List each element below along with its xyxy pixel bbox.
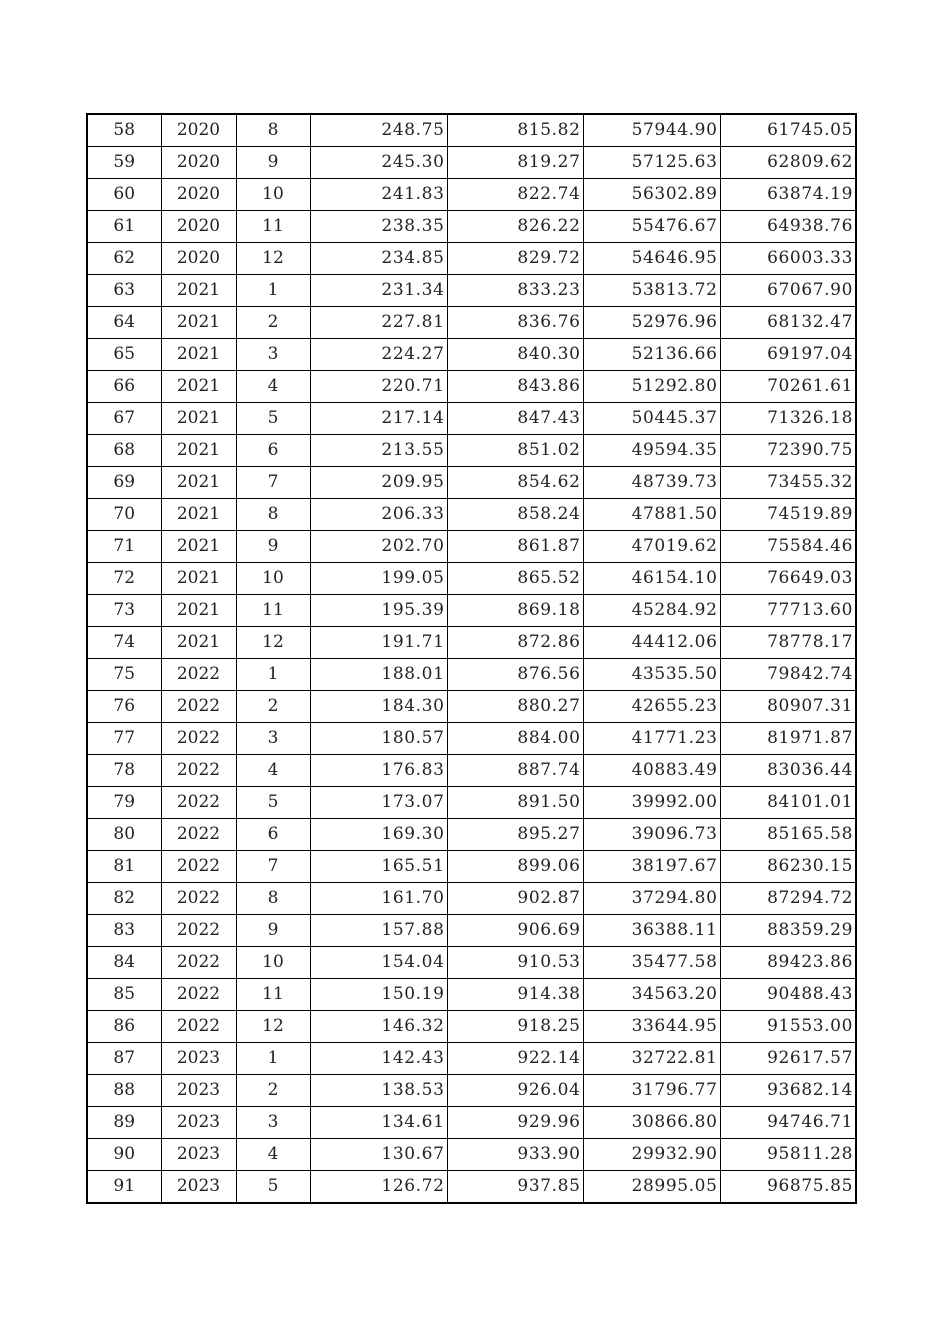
interest-cell: 231.34 (310, 275, 447, 307)
cumulative-paid-cell: 72390.75 (720, 435, 856, 467)
year-cell: 2023 (161, 1107, 236, 1139)
principal-cell: 815.82 (447, 114, 583, 147)
principal-cell: 876.56 (447, 659, 583, 691)
period-cell: 69 (87, 467, 161, 499)
month-cell: 4 (236, 1139, 310, 1171)
table-row (87, 403, 856, 435)
remaining-balance-cell: 45284.92 (583, 595, 720, 627)
remaining-balance-cell: 29932.90 (583, 1139, 720, 1171)
principal-cell: 918.25 (447, 1011, 583, 1043)
cumulative-paid-cell: 69197.04 (720, 339, 856, 371)
table-row (87, 691, 856, 723)
month-cell: 2 (236, 307, 310, 339)
table-row (87, 531, 856, 563)
month-cell: 9 (236, 915, 310, 947)
remaining-balance-cell: 33644.95 (583, 1011, 720, 1043)
principal-cell: 914.38 (447, 979, 583, 1011)
month-cell: 9 (236, 147, 310, 179)
interest-cell: 126.72 (310, 1171, 447, 1204)
principal-cell: 906.69 (447, 915, 583, 947)
year-cell: 2021 (161, 339, 236, 371)
table-body (87, 114, 856, 1203)
cumulative-paid-cell: 74519.89 (720, 499, 856, 531)
table-row (87, 1107, 856, 1139)
principal-cell: 895.27 (447, 819, 583, 851)
year-cell: 2021 (161, 595, 236, 627)
table-row (87, 179, 856, 211)
principal-cell: 861.87 (447, 531, 583, 563)
period-cell: 72 (87, 563, 161, 595)
year-cell: 2021 (161, 627, 236, 659)
table-row (87, 595, 856, 627)
principal-cell: 872.86 (447, 627, 583, 659)
interest-cell: 238.35 (310, 211, 447, 243)
year-cell: 2023 (161, 1139, 236, 1171)
cumulative-paid-cell: 75584.46 (720, 531, 856, 563)
interest-cell: 209.95 (310, 467, 447, 499)
principal-cell: 926.04 (447, 1075, 583, 1107)
interest-cell: 241.83 (310, 179, 447, 211)
year-cell: 2022 (161, 883, 236, 915)
table-row (87, 371, 856, 403)
month-cell: 6 (236, 435, 310, 467)
period-cell: 67 (87, 403, 161, 435)
principal-cell: 840.30 (447, 339, 583, 371)
interest-cell: 227.81 (310, 307, 447, 339)
period-cell: 70 (87, 499, 161, 531)
remaining-balance-cell: 52976.96 (583, 307, 720, 339)
table-row (87, 1171, 856, 1204)
interest-cell: 245.30 (310, 147, 447, 179)
interest-cell: 169.30 (310, 819, 447, 851)
principal-cell: 833.23 (447, 275, 583, 307)
remaining-balance-cell: 46154.10 (583, 563, 720, 595)
principal-cell: 902.87 (447, 883, 583, 915)
month-cell: 1 (236, 659, 310, 691)
period-cell: 88 (87, 1075, 161, 1107)
month-cell: 10 (236, 563, 310, 595)
remaining-balance-cell: 42655.23 (583, 691, 720, 723)
table-row (87, 1043, 856, 1075)
interest-cell: 217.14 (310, 403, 447, 435)
month-cell: 1 (236, 1043, 310, 1075)
period-cell: 90 (87, 1139, 161, 1171)
principal-cell: 854.62 (447, 467, 583, 499)
period-cell: 87 (87, 1043, 161, 1075)
period-cell: 60 (87, 179, 161, 211)
principal-cell: 887.74 (447, 755, 583, 787)
remaining-balance-cell: 32722.81 (583, 1043, 720, 1075)
month-cell: 10 (236, 179, 310, 211)
principal-cell: 829.72 (447, 243, 583, 275)
period-cell: 63 (87, 275, 161, 307)
year-cell: 2021 (161, 467, 236, 499)
interest-cell: 206.33 (310, 499, 447, 531)
year-cell: 2022 (161, 755, 236, 787)
year-cell: 2022 (161, 979, 236, 1011)
month-cell: 8 (236, 883, 310, 915)
remaining-balance-cell: 54646.95 (583, 243, 720, 275)
month-cell: 10 (236, 947, 310, 979)
table-row (87, 467, 856, 499)
cumulative-paid-cell: 89423.86 (720, 947, 856, 979)
remaining-balance-cell: 55476.67 (583, 211, 720, 243)
period-cell: 59 (87, 147, 161, 179)
cumulative-paid-cell: 93682.14 (720, 1075, 856, 1107)
month-cell: 3 (236, 339, 310, 371)
remaining-balance-cell: 39096.73 (583, 819, 720, 851)
table-row (87, 499, 856, 531)
year-cell: 2021 (161, 435, 236, 467)
table-row (87, 275, 856, 307)
principal-cell: 865.52 (447, 563, 583, 595)
period-cell: 77 (87, 723, 161, 755)
interest-cell: 202.70 (310, 531, 447, 563)
remaining-balance-cell: 41771.23 (583, 723, 720, 755)
cumulative-paid-cell: 78778.17 (720, 627, 856, 659)
year-cell: 2021 (161, 563, 236, 595)
year-cell: 2021 (161, 371, 236, 403)
principal-cell: 836.76 (447, 307, 583, 339)
cumulative-paid-cell: 80907.31 (720, 691, 856, 723)
month-cell: 7 (236, 467, 310, 499)
remaining-balance-cell: 47019.62 (583, 531, 720, 563)
principal-cell: 826.22 (447, 211, 583, 243)
interest-cell: 130.67 (310, 1139, 447, 1171)
table-row (87, 627, 856, 659)
remaining-balance-cell: 31796.77 (583, 1075, 720, 1107)
month-cell: 9 (236, 531, 310, 563)
interest-cell: 234.85 (310, 243, 447, 275)
year-cell: 2021 (161, 307, 236, 339)
interest-cell: 142.43 (310, 1043, 447, 1075)
table-row (87, 819, 856, 851)
year-cell: 2022 (161, 947, 236, 979)
month-cell: 12 (236, 243, 310, 275)
principal-cell: 891.50 (447, 787, 583, 819)
period-cell: 86 (87, 1011, 161, 1043)
remaining-balance-cell: 44412.06 (583, 627, 720, 659)
year-cell: 2022 (161, 659, 236, 691)
cumulative-paid-cell: 79842.74 (720, 659, 856, 691)
year-cell: 2022 (161, 723, 236, 755)
year-cell: 2022 (161, 787, 236, 819)
remaining-balance-cell: 53813.72 (583, 275, 720, 307)
cumulative-paid-cell: 95811.28 (720, 1139, 856, 1171)
interest-cell: 138.53 (310, 1075, 447, 1107)
interest-cell: 134.61 (310, 1107, 447, 1139)
month-cell: 4 (236, 755, 310, 787)
interest-cell: 188.01 (310, 659, 447, 691)
period-cell: 79 (87, 787, 161, 819)
month-cell: 1 (236, 275, 310, 307)
remaining-balance-cell: 34563.20 (583, 979, 720, 1011)
period-cell: 68 (87, 435, 161, 467)
table-row (87, 755, 856, 787)
interest-cell: 146.32 (310, 1011, 447, 1043)
period-cell: 80 (87, 819, 161, 851)
remaining-balance-cell: 52136.66 (583, 339, 720, 371)
remaining-balance-cell: 39992.00 (583, 787, 720, 819)
remaining-balance-cell: 30866.80 (583, 1107, 720, 1139)
remaining-balance-cell: 35477.58 (583, 947, 720, 979)
table-row (87, 1139, 856, 1171)
principal-cell: 880.27 (447, 691, 583, 723)
table-row (87, 435, 856, 467)
year-cell: 2023 (161, 1043, 236, 1075)
table-row (87, 723, 856, 755)
month-cell: 8 (236, 499, 310, 531)
table-row (87, 211, 856, 243)
month-cell: 11 (236, 211, 310, 243)
cumulative-paid-cell: 86230.15 (720, 851, 856, 883)
month-cell: 12 (236, 1011, 310, 1043)
month-cell: 11 (236, 595, 310, 627)
month-cell: 8 (236, 114, 310, 147)
month-cell: 3 (236, 1107, 310, 1139)
table-row (87, 307, 856, 339)
period-cell: 58 (87, 114, 161, 147)
table-row (87, 114, 856, 147)
table-row (87, 883, 856, 915)
principal-cell: 937.85 (447, 1171, 583, 1204)
interest-cell: 191.71 (310, 627, 447, 659)
principal-cell: 819.27 (447, 147, 583, 179)
month-cell: 5 (236, 403, 310, 435)
table-row (87, 243, 856, 275)
remaining-balance-cell: 49594.35 (583, 435, 720, 467)
period-cell: 83 (87, 915, 161, 947)
remaining-balance-cell: 37294.80 (583, 883, 720, 915)
year-cell: 2022 (161, 915, 236, 947)
year-cell: 2020 (161, 114, 236, 147)
table-row (87, 1011, 856, 1043)
month-cell: 2 (236, 691, 310, 723)
table-row (87, 563, 856, 595)
period-cell: 64 (87, 307, 161, 339)
year-cell: 2021 (161, 499, 236, 531)
month-cell: 3 (236, 723, 310, 755)
period-cell: 91 (87, 1171, 161, 1204)
cumulative-paid-cell: 64938.76 (720, 211, 856, 243)
cumulative-paid-cell: 73455.32 (720, 467, 856, 499)
table-row (87, 979, 856, 1011)
period-cell: 76 (87, 691, 161, 723)
remaining-balance-cell: 28995.05 (583, 1171, 720, 1204)
interest-cell: 157.88 (310, 915, 447, 947)
remaining-balance-cell: 56302.89 (583, 179, 720, 211)
year-cell: 2022 (161, 851, 236, 883)
interest-cell: 213.55 (310, 435, 447, 467)
cumulative-paid-cell: 68132.47 (720, 307, 856, 339)
period-cell: 62 (87, 243, 161, 275)
period-cell: 89 (87, 1107, 161, 1139)
table-row (87, 787, 856, 819)
period-cell: 73 (87, 595, 161, 627)
principal-cell: 847.43 (447, 403, 583, 435)
remaining-balance-cell: 51292.80 (583, 371, 720, 403)
interest-cell: 173.07 (310, 787, 447, 819)
cumulative-paid-cell: 84101.01 (720, 787, 856, 819)
interest-cell: 180.57 (310, 723, 447, 755)
cumulative-paid-cell: 70261.61 (720, 371, 856, 403)
table-row (87, 851, 856, 883)
cumulative-paid-cell: 96875.85 (720, 1171, 856, 1204)
table-row (87, 1075, 856, 1107)
interest-cell: 184.30 (310, 691, 447, 723)
cumulative-paid-cell: 91553.00 (720, 1011, 856, 1043)
cumulative-paid-cell: 88359.29 (720, 915, 856, 947)
month-cell: 5 (236, 1171, 310, 1204)
principal-cell: 910.53 (447, 947, 583, 979)
interest-cell: 220.71 (310, 371, 447, 403)
principal-cell: 929.96 (447, 1107, 583, 1139)
cumulative-paid-cell: 85165.58 (720, 819, 856, 851)
month-cell: 12 (236, 627, 310, 659)
month-cell: 6 (236, 819, 310, 851)
year-cell: 2020 (161, 243, 236, 275)
period-cell: 66 (87, 371, 161, 403)
month-cell: 7 (236, 851, 310, 883)
cumulative-paid-cell: 62809.62 (720, 147, 856, 179)
cumulative-paid-cell: 92617.57 (720, 1043, 856, 1075)
interest-cell: 150.19 (310, 979, 447, 1011)
period-cell: 75 (87, 659, 161, 691)
remaining-balance-cell: 57944.90 (583, 114, 720, 147)
year-cell: 2022 (161, 1011, 236, 1043)
principal-cell: 869.18 (447, 595, 583, 627)
remaining-balance-cell: 50445.37 (583, 403, 720, 435)
interest-cell: 176.83 (310, 755, 447, 787)
table-row (87, 147, 856, 179)
remaining-balance-cell: 48739.73 (583, 467, 720, 499)
cumulative-paid-cell: 77713.60 (720, 595, 856, 627)
year-cell: 2022 (161, 691, 236, 723)
month-cell: 2 (236, 1075, 310, 1107)
period-cell: 61 (87, 211, 161, 243)
year-cell: 2022 (161, 819, 236, 851)
cumulative-paid-cell: 90488.43 (720, 979, 856, 1011)
remaining-balance-cell: 40883.49 (583, 755, 720, 787)
period-cell: 85 (87, 979, 161, 1011)
period-cell: 81 (87, 851, 161, 883)
year-cell: 2021 (161, 275, 236, 307)
principal-cell: 851.02 (447, 435, 583, 467)
period-cell: 82 (87, 883, 161, 915)
principal-cell: 858.24 (447, 499, 583, 531)
cumulative-paid-cell: 67067.90 (720, 275, 856, 307)
principal-cell: 899.06 (447, 851, 583, 883)
period-cell: 65 (87, 339, 161, 371)
interest-cell: 195.39 (310, 595, 447, 627)
principal-cell: 884.00 (447, 723, 583, 755)
interest-cell: 199.05 (310, 563, 447, 595)
month-cell: 11 (236, 979, 310, 1011)
interest-cell: 161.70 (310, 883, 447, 915)
year-cell: 2020 (161, 179, 236, 211)
remaining-balance-cell: 43535.50 (583, 659, 720, 691)
cumulative-paid-cell: 83036.44 (720, 755, 856, 787)
period-cell: 74 (87, 627, 161, 659)
remaining-balance-cell: 38197.67 (583, 851, 720, 883)
cumulative-paid-cell: 76649.03 (720, 563, 856, 595)
year-cell: 2021 (161, 531, 236, 563)
cumulative-paid-cell: 66003.33 (720, 243, 856, 275)
cumulative-paid-cell: 81971.87 (720, 723, 856, 755)
period-cell: 71 (87, 531, 161, 563)
interest-cell: 165.51 (310, 851, 447, 883)
month-cell: 5 (236, 787, 310, 819)
table-row (87, 339, 856, 371)
year-cell: 2023 (161, 1075, 236, 1107)
repayment-schedule-table (86, 113, 857, 1204)
cumulative-paid-cell: 87294.72 (720, 883, 856, 915)
remaining-balance-cell: 36388.11 (583, 915, 720, 947)
table-row (87, 915, 856, 947)
period-cell: 84 (87, 947, 161, 979)
period-cell: 78 (87, 755, 161, 787)
remaining-balance-cell: 47881.50 (583, 499, 720, 531)
cumulative-paid-cell: 61745.05 (720, 114, 856, 147)
cumulative-paid-cell: 94746.71 (720, 1107, 856, 1139)
year-cell: 2020 (161, 147, 236, 179)
month-cell: 4 (236, 371, 310, 403)
interest-cell: 248.75 (310, 114, 447, 147)
principal-cell: 922.14 (447, 1043, 583, 1075)
principal-cell: 843.86 (447, 371, 583, 403)
interest-cell: 154.04 (310, 947, 447, 979)
cumulative-paid-cell: 71326.18 (720, 403, 856, 435)
year-cell: 2021 (161, 403, 236, 435)
principal-cell: 933.90 (447, 1139, 583, 1171)
year-cell: 2020 (161, 211, 236, 243)
cumulative-paid-cell: 63874.19 (720, 179, 856, 211)
principal-cell: 822.74 (447, 179, 583, 211)
table-row (87, 947, 856, 979)
year-cell: 2023 (161, 1171, 236, 1204)
interest-cell: 224.27 (310, 339, 447, 371)
remaining-balance-cell: 57125.63 (583, 147, 720, 179)
table-row (87, 659, 856, 691)
